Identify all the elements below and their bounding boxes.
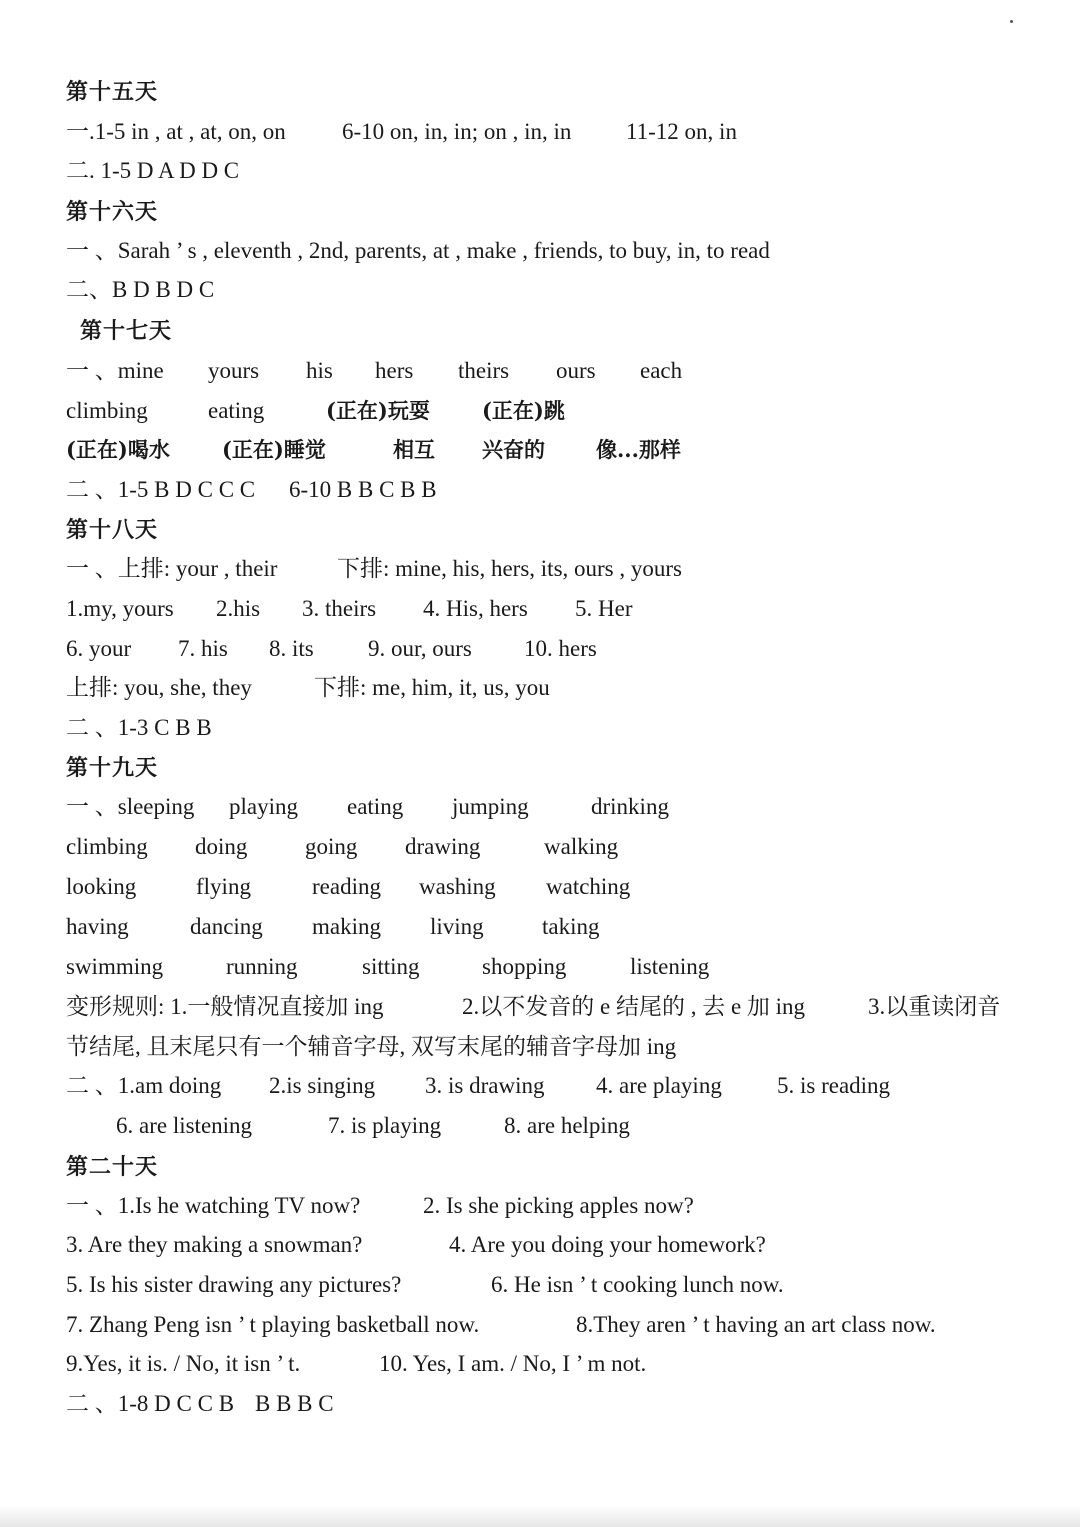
answer: 7. Zhang Peng isn ’ t playing basketball now. bbox=[66, 1312, 480, 1337]
answer: (正在)跳 bbox=[482, 398, 565, 423]
answer: 像...那样 bbox=[596, 437, 681, 462]
answer: 2.is singing bbox=[269, 1073, 376, 1098]
answer: 6-10 on, in, in; on , in, in bbox=[342, 119, 572, 144]
day-20-title: 第二十天 bbox=[66, 1154, 159, 1180]
answer: 11-12 on, in bbox=[626, 119, 737, 144]
answer: (正在)喝水 bbox=[66, 437, 170, 462]
answer: 下排: mine, his, hers, its, ours , yours bbox=[337, 556, 682, 581]
answer: washing bbox=[419, 874, 496, 899]
answer: eating bbox=[208, 398, 265, 423]
answer: 2.his bbox=[216, 596, 261, 621]
answer: 2. Is she picking apples now? bbox=[423, 1193, 694, 1218]
answer: jumping bbox=[452, 794, 529, 819]
answer: 4. His, hers bbox=[423, 596, 528, 621]
answer: going bbox=[305, 834, 358, 859]
answer: 上排: you, she, they bbox=[66, 675, 252, 700]
rule-text: 3.以重读闭音 bbox=[868, 994, 1001, 1019]
answer: 1.my, yours bbox=[66, 596, 174, 621]
answer: living bbox=[430, 914, 484, 939]
answer: 9.Yes, it is. / No, it isn ’ t. bbox=[66, 1351, 301, 1376]
answer: watching bbox=[546, 874, 631, 899]
answer: hers bbox=[375, 358, 414, 383]
answer: climbing bbox=[66, 834, 148, 859]
answer: 二 、1-5 B D C C C bbox=[66, 477, 256, 502]
day-17-title: 第十七天 bbox=[80, 318, 173, 344]
rule-text: 节结尾, 且末尾只有一个辅音字母, 双写末尾的辅音字母加 ing bbox=[66, 1034, 677, 1059]
scan-speck bbox=[1010, 20, 1013, 23]
answer: 二 、1-3 C B B bbox=[66, 715, 212, 740]
answer: 6-10 B B C B B bbox=[289, 477, 437, 502]
answer: 一 、Sarah ’ s , eleventh , 2nd, parents, at , make , friends, to buy, in, to read bbox=[66, 238, 770, 263]
answer: 9. our, ours bbox=[368, 636, 472, 661]
answer: listening bbox=[630, 954, 710, 979]
answer: ours bbox=[556, 358, 596, 383]
day-15-title: 第十五天 bbox=[66, 79, 159, 105]
answer: 3. is drawing bbox=[425, 1073, 545, 1098]
answer: 6. He isn ’ t cooking lunch now. bbox=[491, 1272, 784, 1297]
answer: 10. hers bbox=[524, 636, 597, 661]
answer: 一 、sleeping bbox=[66, 794, 195, 819]
answer: 6. are listening bbox=[116, 1113, 253, 1138]
answer: taking bbox=[542, 914, 600, 939]
answer: making bbox=[312, 914, 381, 939]
answer: (正在)睡觉 bbox=[222, 437, 326, 462]
answer: 3. theirs bbox=[302, 596, 377, 621]
answer: 10. Yes, I am. / No, I ’ m not. bbox=[379, 1351, 647, 1376]
answer: 4. Are you doing your homework? bbox=[449, 1232, 766, 1257]
answer: 二 、1.am doing bbox=[66, 1073, 222, 1098]
answer: each bbox=[640, 358, 683, 383]
answer: 兴奋的 bbox=[482, 437, 545, 462]
answer: running bbox=[226, 954, 298, 979]
answer: 8. its bbox=[269, 636, 314, 661]
answer: 7. his bbox=[178, 636, 228, 661]
page-bottom-shadow bbox=[0, 1505, 1080, 1527]
answer: flying bbox=[196, 874, 251, 899]
answer: 5. Is his sister drawing any pictures? bbox=[66, 1272, 402, 1297]
answer: 一 、mine bbox=[66, 358, 164, 383]
answer: 二 、1-8 D C C B bbox=[66, 1391, 235, 1416]
answer: 8. are helping bbox=[504, 1113, 630, 1138]
answer: doing bbox=[195, 834, 248, 859]
answer: reading bbox=[312, 874, 381, 899]
answer: climbing bbox=[66, 398, 148, 423]
answer: 7. is playing bbox=[328, 1113, 442, 1138]
answer: 4. are playing bbox=[596, 1073, 722, 1098]
answer: swimming bbox=[66, 954, 164, 979]
answer: 下排: me, him, it, us, you bbox=[314, 675, 550, 700]
answer: 8.They aren ’ t having an art class now. bbox=[576, 1312, 936, 1337]
answer: walking bbox=[544, 834, 619, 859]
answer: 二. 1-5 D A D D C bbox=[66, 158, 240, 183]
answer: 二、B D B D C bbox=[66, 277, 215, 302]
day-16-title: 第十六天 bbox=[66, 199, 159, 225]
answer: 3. Are they making a snowman? bbox=[66, 1232, 363, 1257]
answer: sitting bbox=[362, 954, 420, 979]
answer: 一 、1.Is he watching TV now? bbox=[66, 1193, 361, 1218]
answer: (正在)玩耍 bbox=[326, 398, 430, 423]
answer: drawing bbox=[405, 834, 481, 859]
answer: eating bbox=[347, 794, 404, 819]
answer: 5. Her bbox=[575, 596, 633, 621]
answer: dancing bbox=[190, 914, 263, 939]
answer: his bbox=[306, 358, 333, 383]
rule-text: 2.以不发音的 e 结尾的 , 去 e 加 ing bbox=[462, 994, 806, 1019]
day-19-title: 第十九天 bbox=[66, 755, 159, 781]
answer: theirs bbox=[458, 358, 510, 383]
rule-text: 变形规则: 1.一般情况直接加 ing bbox=[66, 994, 384, 1019]
answer: drinking bbox=[591, 794, 669, 819]
answer: 6. your bbox=[66, 636, 132, 661]
answer: 相互 bbox=[393, 437, 435, 462]
answer: 一 、上排: your , their bbox=[66, 556, 278, 581]
answer: 一.1-5 in , at , at, on, on bbox=[66, 119, 286, 144]
answer: B B B C bbox=[255, 1391, 334, 1416]
day-18-title: 第十八天 bbox=[66, 517, 159, 543]
answer: yours bbox=[208, 358, 260, 383]
answer: shopping bbox=[482, 954, 567, 979]
answer: looking bbox=[66, 874, 137, 899]
answer: having bbox=[66, 914, 129, 939]
answer: 5. is reading bbox=[777, 1073, 891, 1098]
answer: playing bbox=[229, 794, 298, 819]
